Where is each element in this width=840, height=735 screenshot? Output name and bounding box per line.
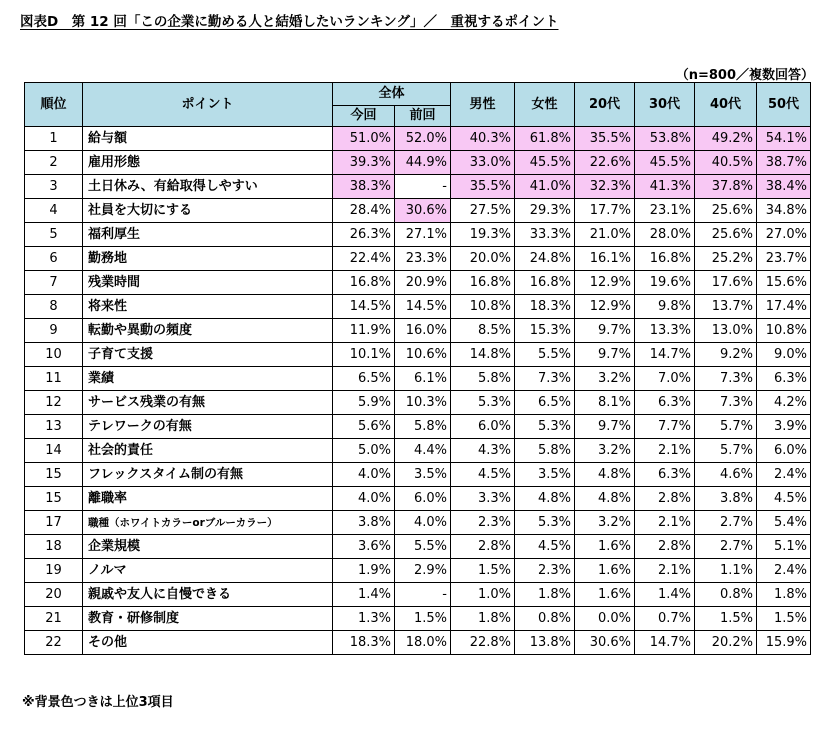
point-cell: 土日休み、有給取得しやすい [83,175,333,199]
point-cell: サービス残業の有無 [83,391,333,415]
table-row [25,175,811,199]
rank-cell: 11 [25,367,83,391]
point-cell: 教育・研修制度 [83,607,333,631]
value-cell: 30.6% [395,199,451,223]
value-cell: 3.5% [515,463,575,487]
value-cell: 16.8% [515,271,575,295]
sample-size-note: （n=800／複数回答） [675,68,814,83]
value-cell: 17.4% [757,295,811,319]
value-cell: 52.0% [395,127,451,151]
point-cell: 福利厚生 [83,223,333,247]
value-cell: 19.6% [635,271,695,295]
table-row [25,295,811,319]
value-cell: 0.8% [515,607,575,631]
rank-cell: 20 [25,583,83,607]
value-cell: 9.7% [575,415,635,439]
value-cell: 35.5% [575,127,635,151]
value-cell: 25.2% [695,247,757,271]
value-cell: 2.1% [635,511,695,535]
value-cell: 11.9% [333,319,395,343]
table-row [25,127,811,151]
header-age30: 30代 [635,83,695,127]
value-cell: 18.3% [515,295,575,319]
value-cell: 28.0% [635,223,695,247]
table-row [25,247,811,271]
value-cell: 7.3% [695,367,757,391]
value-cell: 4.8% [575,487,635,511]
point-cell: 親戚や友人に自慢できる [83,583,333,607]
value-cell: 10.1% [333,343,395,367]
value-cell: 4.2% [757,391,811,415]
value-cell: 38.4% [757,175,811,199]
value-cell: 13.0% [695,319,757,343]
value-cell: 0.8% [695,583,757,607]
value-cell: 5.3% [451,391,515,415]
value-cell: 4.0% [333,487,395,511]
value-cell: 24.8% [515,247,575,271]
value-cell: 1.0% [451,583,515,607]
value-cell: 25.6% [695,223,757,247]
table-row [25,583,811,607]
value-cell: 25.6% [695,199,757,223]
value-cell: 1.6% [575,559,635,583]
value-cell: 53.8% [635,127,695,151]
header-previous: 前回 [395,106,451,127]
value-cell: 9.8% [635,295,695,319]
table-row [25,415,811,439]
value-cell: 2.7% [695,511,757,535]
value-cell: 6.1% [395,367,451,391]
value-cell: 1.8% [757,583,811,607]
value-cell: 28.4% [333,199,395,223]
header-overall: 全体 [333,83,451,106]
value-cell: 14.5% [395,295,451,319]
table-row [25,391,811,415]
point-cell: その他 [83,631,333,655]
table-row [25,199,811,223]
value-cell: 33.0% [451,151,515,175]
value-cell: 4.8% [575,463,635,487]
rank-cell: 15 [25,463,83,487]
value-cell: 22.4% [333,247,395,271]
value-cell: 2.8% [635,487,695,511]
header-age40: 40代 [695,83,757,127]
value-cell: 5.8% [515,439,575,463]
value-cell: 33.3% [515,223,575,247]
value-cell: 10.6% [395,343,451,367]
value-cell: 40.5% [695,151,757,175]
value-cell: 23.3% [395,247,451,271]
value-cell: 2.3% [515,559,575,583]
value-cell: 10.8% [757,319,811,343]
value-cell: 38.3% [333,175,395,199]
value-cell: 16.8% [333,271,395,295]
value-cell: 61.8% [515,127,575,151]
rank-cell: 3 [25,175,83,199]
value-cell: 6.3% [635,463,695,487]
value-cell: 5.8% [451,367,515,391]
value-cell: 4.5% [515,535,575,559]
value-cell: 1.8% [515,583,575,607]
value-cell: 10.3% [395,391,451,415]
table-row [25,535,811,559]
value-cell: 6.0% [395,487,451,511]
point-cell: 子育て支援 [83,343,333,367]
value-cell: 1.5% [757,607,811,631]
value-cell: 1.4% [333,583,395,607]
point-cell: ノルマ [83,559,333,583]
value-cell: 0.7% [635,607,695,631]
table-row [25,631,811,655]
table-row [25,319,811,343]
table-row [25,463,811,487]
value-cell: 38.7% [757,151,811,175]
value-cell: 3.3% [451,487,515,511]
value-cell: 3.9% [757,415,811,439]
value-cell: 41.0% [515,175,575,199]
value-cell: 8.1% [575,391,635,415]
value-cell: 5.1% [757,535,811,559]
rank-cell: 17 [25,511,83,535]
ranking-table-body [25,127,811,655]
point-cell: 給与額 [83,127,333,151]
value-cell: 20.9% [395,271,451,295]
value-cell: 13.8% [515,631,575,655]
value-cell: 16.8% [451,271,515,295]
value-cell: 29.3% [515,199,575,223]
point-cell: 業績 [83,367,333,391]
value-cell: 6.5% [515,391,575,415]
point-cell: 転勤や異動の頻度 [83,319,333,343]
value-cell: 20.0% [451,247,515,271]
rank-cell: 2 [25,151,83,175]
figure-title: 図表D 第 12 回「この企業に勤める人と結婚したいランキング」／ 重視するポイント [20,14,559,30]
point-cell: 社員を大切にする [83,199,333,223]
value-cell: 1.8% [451,607,515,631]
table-row [25,367,811,391]
value-cell: 5.8% [395,415,451,439]
value-cell: 1.3% [333,607,395,631]
value-cell: 49.2% [695,127,757,151]
rank-cell: 15 [25,487,83,511]
value-cell: 1.4% [635,583,695,607]
value-cell: 21.0% [575,223,635,247]
value-cell: 13.7% [695,295,757,319]
value-cell: 15.6% [757,271,811,295]
value-cell: 9.7% [575,319,635,343]
value-cell: 40.3% [451,127,515,151]
value-cell: 5.3% [515,511,575,535]
rank-cell: 9 [25,319,83,343]
value-cell: 18.3% [333,631,395,655]
rank-cell: 5 [25,223,83,247]
value-cell: 35.5% [451,175,515,199]
value-cell: - [395,175,451,199]
value-cell: 1.6% [575,583,635,607]
value-cell: 5.4% [757,511,811,535]
rank-cell: 10 [25,343,83,367]
value-cell: 4.0% [333,463,395,487]
value-cell: 22.8% [451,631,515,655]
table-row [25,607,811,631]
table-row [25,223,811,247]
rank-cell: 19 [25,559,83,583]
value-cell: 12.9% [575,295,635,319]
header-rank: 順位 [25,83,83,127]
value-cell: 6.0% [451,415,515,439]
value-cell: 2.7% [695,535,757,559]
value-cell: 5.9% [333,391,395,415]
value-cell: 2.1% [635,439,695,463]
value-cell: 23.7% [757,247,811,271]
value-cell: 1.9% [333,559,395,583]
value-cell: 10.8% [451,295,515,319]
value-cell: 23.1% [635,199,695,223]
rank-cell: 13 [25,415,83,439]
value-cell: 9.0% [757,343,811,367]
ranking-table [24,82,811,655]
table-row [25,271,811,295]
table-row [25,487,811,511]
value-cell: 4.0% [395,511,451,535]
value-cell: 39.3% [333,151,395,175]
value-cell: 54.1% [757,127,811,151]
value-cell: 8.5% [451,319,515,343]
rank-cell: 12 [25,391,83,415]
value-cell: 3.8% [333,511,395,535]
value-cell: 4.8% [515,487,575,511]
rank-cell: 14 [25,439,83,463]
point-cell: 雇用形態 [83,151,333,175]
rank-cell: 18 [25,535,83,559]
value-cell: 7.3% [515,367,575,391]
value-cell: 9.2% [695,343,757,367]
point-cell: 残業時間 [83,271,333,295]
value-cell: 1.5% [695,607,757,631]
rank-cell: 21 [25,607,83,631]
value-cell: 3.8% [695,487,757,511]
point-cell: 離職率 [83,487,333,511]
value-cell: 13.3% [635,319,695,343]
value-cell: 2.8% [451,535,515,559]
value-cell: 4.5% [757,487,811,511]
value-cell: 51.0% [333,127,395,151]
table-row [25,343,811,367]
header-age50: 50代 [757,83,811,127]
value-cell: 6.0% [757,439,811,463]
value-cell: 18.0% [395,631,451,655]
point-cell: 職種（ホワイトカラーorブルーカラー） [83,511,333,535]
footnote: ※背景色つきは上位3項目 [22,695,174,710]
value-cell: 4.6% [695,463,757,487]
value-cell: 3.5% [395,463,451,487]
value-cell: 45.5% [635,151,695,175]
value-cell: 6.5% [333,367,395,391]
value-cell: 7.3% [695,391,757,415]
value-cell: 26.3% [333,223,395,247]
value-cell: 34.8% [757,199,811,223]
value-cell: 20.2% [695,631,757,655]
value-cell: 9.7% [575,343,635,367]
value-cell: 32.3% [575,175,635,199]
point-cell: 企業規模 [83,535,333,559]
value-cell: 4.5% [451,463,515,487]
value-cell: 27.5% [451,199,515,223]
value-cell: 14.7% [635,631,695,655]
value-cell: 2.4% [757,463,811,487]
value-cell: 3.6% [333,535,395,559]
value-cell: 5.7% [695,439,757,463]
header-age20: 20代 [575,83,635,127]
value-cell: 3.2% [575,439,635,463]
point-cell: 社会的責任 [83,439,333,463]
value-cell: 19.3% [451,223,515,247]
value-cell: 17.7% [575,199,635,223]
point-cell: フレックスタイム制の有無 [83,463,333,487]
point-cell: 勤務地 [83,247,333,271]
value-cell: 30.6% [575,631,635,655]
rank-cell: 4 [25,199,83,223]
value-cell: 5.5% [395,535,451,559]
table-row [25,151,811,175]
value-cell: 4.4% [395,439,451,463]
value-cell: 27.1% [395,223,451,247]
value-cell: 7.0% [635,367,695,391]
point-cell: 将来性 [83,295,333,319]
value-cell: 0.0% [575,607,635,631]
value-cell: 5.0% [333,439,395,463]
value-cell: 16.8% [635,247,695,271]
value-cell: 1.5% [395,607,451,631]
value-cell: 4.3% [451,439,515,463]
header-current: 今回 [333,106,395,127]
header-female: 女性 [515,83,575,127]
value-cell: 5.3% [515,415,575,439]
table-row [25,511,811,535]
value-cell: 2.4% [757,559,811,583]
rank-cell: 7 [25,271,83,295]
value-cell: 15.9% [757,631,811,655]
value-cell: 5.6% [333,415,395,439]
value-cell: 41.3% [635,175,695,199]
value-cell: 1.5% [451,559,515,583]
value-cell: 14.7% [635,343,695,367]
value-cell: 2.3% [451,511,515,535]
rank-cell: 22 [25,631,83,655]
value-cell: 22.6% [575,151,635,175]
rank-cell: 8 [25,295,83,319]
value-cell: - [395,583,451,607]
value-cell: 2.9% [395,559,451,583]
header-male: 男性 [451,83,515,127]
value-cell: 37.8% [695,175,757,199]
value-cell: 2.1% [635,559,695,583]
value-cell: 12.9% [575,271,635,295]
rank-cell: 6 [25,247,83,271]
header-point: ポイント [83,83,333,127]
value-cell: 5.7% [695,415,757,439]
value-cell: 6.3% [635,391,695,415]
value-cell: 2.8% [635,535,695,559]
value-cell: 3.2% [575,511,635,535]
value-cell: 27.0% [757,223,811,247]
value-cell: 16.0% [395,319,451,343]
value-cell: 15.3% [515,319,575,343]
value-cell: 5.5% [515,343,575,367]
value-cell: 14.8% [451,343,515,367]
table-row [25,439,811,463]
value-cell: 1.1% [695,559,757,583]
table-row [25,559,811,583]
point-cell: テレワークの有無 [83,415,333,439]
value-cell: 6.3% [757,367,811,391]
value-cell: 16.1% [575,247,635,271]
value-cell: 17.6% [695,271,757,295]
value-cell: 1.6% [575,535,635,559]
rank-cell: 1 [25,127,83,151]
value-cell: 44.9% [395,151,451,175]
value-cell: 3.2% [575,367,635,391]
value-cell: 14.5% [333,295,395,319]
value-cell: 7.7% [635,415,695,439]
value-cell: 45.5% [515,151,575,175]
